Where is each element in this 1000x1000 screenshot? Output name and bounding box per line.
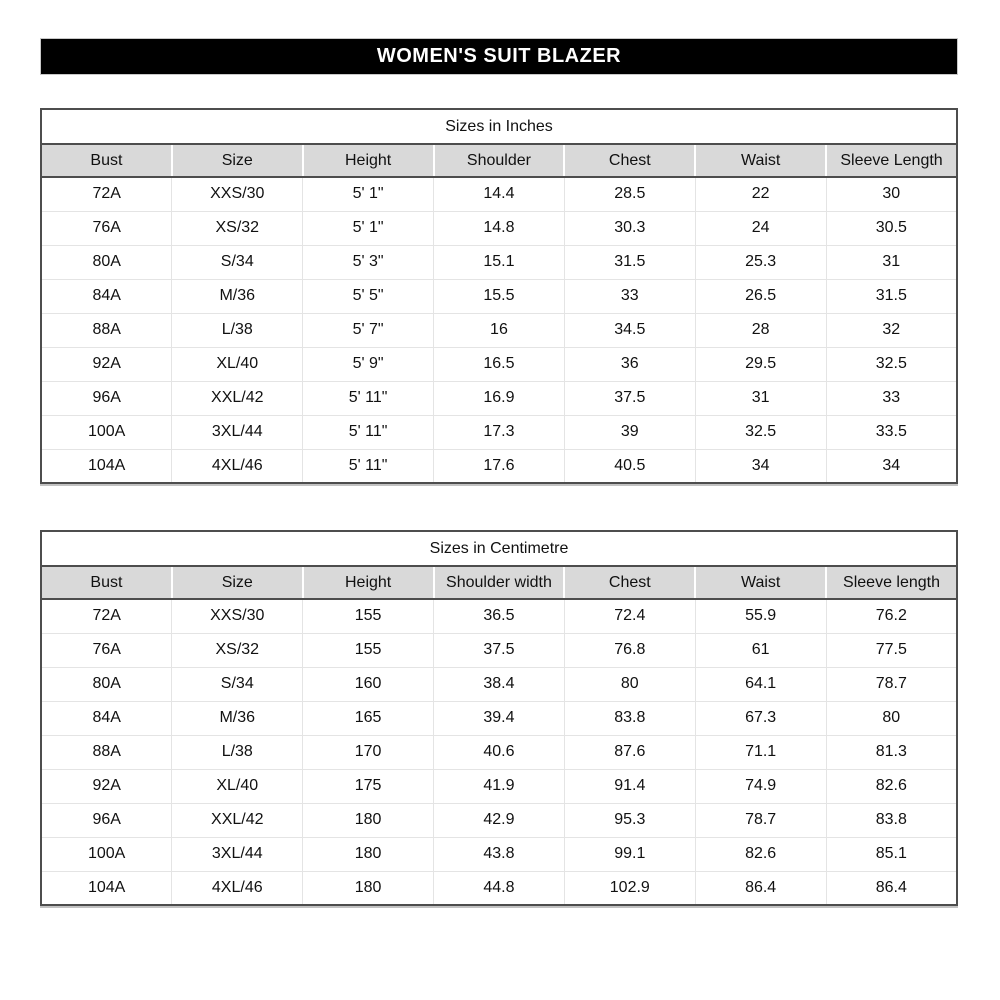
table-cell: 80 [564, 667, 695, 701]
table-cell: 83.8 [826, 803, 957, 837]
table-cell: 31 [826, 245, 957, 279]
table-cell: 5' 11" [303, 449, 434, 483]
table-cell: 84A [41, 701, 172, 735]
table-cell: 38.4 [434, 667, 565, 701]
table-cell: 83.8 [564, 701, 695, 735]
table-cell: 170 [303, 735, 434, 769]
table-cell: XXS/30 [172, 599, 303, 633]
table-cell: L/38 [172, 313, 303, 347]
table-cell: 76.8 [564, 633, 695, 667]
table-cell: 96A [41, 381, 172, 415]
table-cell: 36 [564, 347, 695, 381]
table-header-row [41, 144, 957, 177]
table-cell: 99.1 [564, 837, 695, 871]
table-row [41, 347, 957, 381]
table-row [41, 769, 957, 803]
table-cell: 16.5 [434, 347, 565, 381]
table-cell: 16 [434, 313, 565, 347]
table-cell: 82.6 [695, 837, 826, 871]
table-cell: 85.1 [826, 837, 957, 871]
table-row [41, 803, 957, 837]
table-cell: 17.3 [434, 415, 565, 449]
table-cell: 175 [303, 769, 434, 803]
table-cell: 5' 3" [303, 245, 434, 279]
table-cell: 155 [303, 599, 434, 633]
table-cell: 43.8 [434, 837, 565, 871]
column-header: Size [172, 566, 303, 599]
table-cell: 88A [41, 313, 172, 347]
table-row [41, 871, 957, 905]
table-title: Sizes in Inches [41, 109, 957, 144]
table-cell: XXL/42 [172, 803, 303, 837]
table-row [41, 837, 957, 871]
table-cell: 180 [303, 803, 434, 837]
table-row [41, 701, 957, 735]
table-cell: 30 [826, 177, 957, 211]
centimetre-table-section [40, 530, 958, 906]
table-cell: 155 [303, 633, 434, 667]
table-cell: 5' 11" [303, 381, 434, 415]
table-title-row [41, 531, 957, 566]
table-cell: 91.4 [564, 769, 695, 803]
table-cell: XXL/42 [172, 381, 303, 415]
table-row [41, 279, 957, 313]
table-cell: 42.9 [434, 803, 565, 837]
table-cell: 92A [41, 347, 172, 381]
table-cell: 14.4 [434, 177, 565, 211]
table-cell: 77.5 [826, 633, 957, 667]
table-cell: 3XL/44 [172, 837, 303, 871]
column-header: Sleeve Length [826, 144, 957, 177]
column-header: Bust [41, 144, 172, 177]
column-header: Chest [564, 144, 695, 177]
table-cell: 102.9 [564, 871, 695, 905]
table-header-row [41, 566, 957, 599]
table-cell: 5' 5" [303, 279, 434, 313]
table-cell: 15.5 [434, 279, 565, 313]
table-cell: 55.9 [695, 599, 826, 633]
product-title-banner [40, 38, 958, 75]
table-cell: 33 [564, 279, 695, 313]
table-cell: 76.2 [826, 599, 957, 633]
product-title: WOMEN'S SUIT BLAZER [376, 45, 622, 67]
table-cell: 28.5 [564, 177, 695, 211]
table-cell: M/36 [172, 701, 303, 735]
table-cell: 5' 11" [303, 415, 434, 449]
inches-table-section [40, 108, 958, 484]
table-cell: 165 [303, 701, 434, 735]
table-cell: 31 [695, 381, 826, 415]
table-cell: 29.5 [695, 347, 826, 381]
table-cell: S/34 [172, 667, 303, 701]
table-cell: 30.5 [826, 211, 957, 245]
table-cell: 95.3 [564, 803, 695, 837]
table-cell: 72.4 [564, 599, 695, 633]
table-cell: 40.6 [434, 735, 565, 769]
table-title: Sizes in Centimetre [41, 531, 957, 566]
table-cell: 76A [41, 633, 172, 667]
column-header: Waist [695, 144, 826, 177]
table-cell: 86.4 [826, 871, 957, 905]
table-row [41, 667, 957, 701]
table-cell: 80 [826, 701, 957, 735]
table-cell: 15.1 [434, 245, 565, 279]
table-cell: 82.6 [826, 769, 957, 803]
table-cell: 180 [303, 871, 434, 905]
table-cell: 16.9 [434, 381, 565, 415]
table-cell: XS/32 [172, 211, 303, 245]
table-cell: 104A [41, 449, 172, 483]
table-row [41, 633, 957, 667]
table-row [41, 313, 957, 347]
table-cell: 180 [303, 837, 434, 871]
column-header: Chest [564, 566, 695, 599]
table-cell: 87.6 [564, 735, 695, 769]
table-row [41, 381, 957, 415]
table-cell: 74.9 [695, 769, 826, 803]
table-cell: 104A [41, 871, 172, 905]
table-cell: 72A [92, 185, 121, 203]
table-cell: XXS/30 [172, 177, 303, 211]
column-header: Size [172, 144, 303, 177]
table-cell: 41.9 [434, 769, 565, 803]
table-cell: 64.1 [695, 667, 826, 701]
table-cell: 86.4 [695, 871, 826, 905]
table-row [41, 449, 957, 483]
column-header: Height [303, 566, 434, 599]
table-cell: 5' 1" [303, 177, 434, 211]
table-row [41, 735, 957, 769]
table-cell: 24 [695, 211, 826, 245]
table-cell: 4XL/46 [172, 449, 303, 483]
table-cell: S/34 [172, 245, 303, 279]
table-cell: 37.5 [564, 381, 695, 415]
table-cell: M/36 [172, 279, 303, 313]
table-cell: 92A [41, 769, 172, 803]
table-cell: 76A [41, 211, 172, 245]
table-cell: 39.4 [434, 701, 565, 735]
table-cell: 96A [41, 803, 172, 837]
table-cell: 30.3 [564, 211, 695, 245]
table-cell: 34.5 [564, 313, 695, 347]
table-cell: 71.1 [695, 735, 826, 769]
column-header: Shoulder [434, 144, 565, 177]
table-cell: 40.5 [564, 449, 695, 483]
table-cell: 72A [92, 607, 121, 625]
table-cell: 100A [41, 837, 172, 871]
table-cell: 78.7 [826, 667, 957, 701]
table-cell: 31.5 [564, 245, 695, 279]
table-cell: XL/40 [172, 769, 303, 803]
table-cell: 61 [695, 633, 826, 667]
table-cell: 17.6 [434, 449, 565, 483]
table-cell: 28 [695, 313, 826, 347]
table-cell: 39 [564, 415, 695, 449]
table-cell: 44.8 [434, 871, 565, 905]
table-cell: 81.3 [826, 735, 957, 769]
column-header: Height [303, 144, 434, 177]
table-cell: XS/32 [172, 633, 303, 667]
table-cell: 80A [41, 245, 172, 279]
table-cell: 160 [303, 667, 434, 701]
table-cell: 25.3 [695, 245, 826, 279]
table-cell: 100A [41, 415, 172, 449]
table-cell: 80A [41, 667, 172, 701]
table-row [41, 211, 957, 245]
table-cell: 31.5 [826, 279, 957, 313]
column-header: Shoulder width [434, 566, 565, 599]
table-cell: 5' 1" [303, 211, 434, 245]
table-title-row [41, 109, 957, 144]
table-row [41, 245, 957, 279]
table-cell: 67.3 [695, 701, 826, 735]
column-header: Waist [695, 566, 826, 599]
table-cell: 33.5 [826, 415, 957, 449]
table-cell: 34 [826, 449, 957, 483]
table-cell: 33 [826, 381, 957, 415]
centimetre-size-table [40, 530, 958, 906]
table-cell: 37.5 [434, 633, 565, 667]
inches-size-table [40, 108, 958, 484]
table-cell: L/38 [172, 735, 303, 769]
table-cell: 4XL/46 [172, 871, 303, 905]
table-cell: 32.5 [695, 415, 826, 449]
table-cell: 78.7 [695, 803, 826, 837]
table-cell: 88A [41, 735, 172, 769]
table-cell: 32 [826, 313, 957, 347]
table-cell: XL/40 [172, 347, 303, 381]
table-cell: 14.8 [434, 211, 565, 245]
table-cell: 34 [695, 449, 826, 483]
table-cell: 26.5 [695, 279, 826, 313]
table-row [41, 415, 957, 449]
column-header: Bust [41, 566, 172, 599]
table-cell: 22 [695, 177, 826, 211]
table-row [41, 177, 957, 211]
table-row [41, 599, 957, 633]
table-cell: 5' 7" [303, 313, 434, 347]
table-cell: 32.5 [826, 347, 957, 381]
table-cell: 5' 9" [303, 347, 434, 381]
table-cell: 36.5 [434, 599, 565, 633]
table-cell: 84A [41, 279, 172, 313]
column-header: Sleeve length [826, 566, 957, 599]
table-cell: 3XL/44 [172, 415, 303, 449]
